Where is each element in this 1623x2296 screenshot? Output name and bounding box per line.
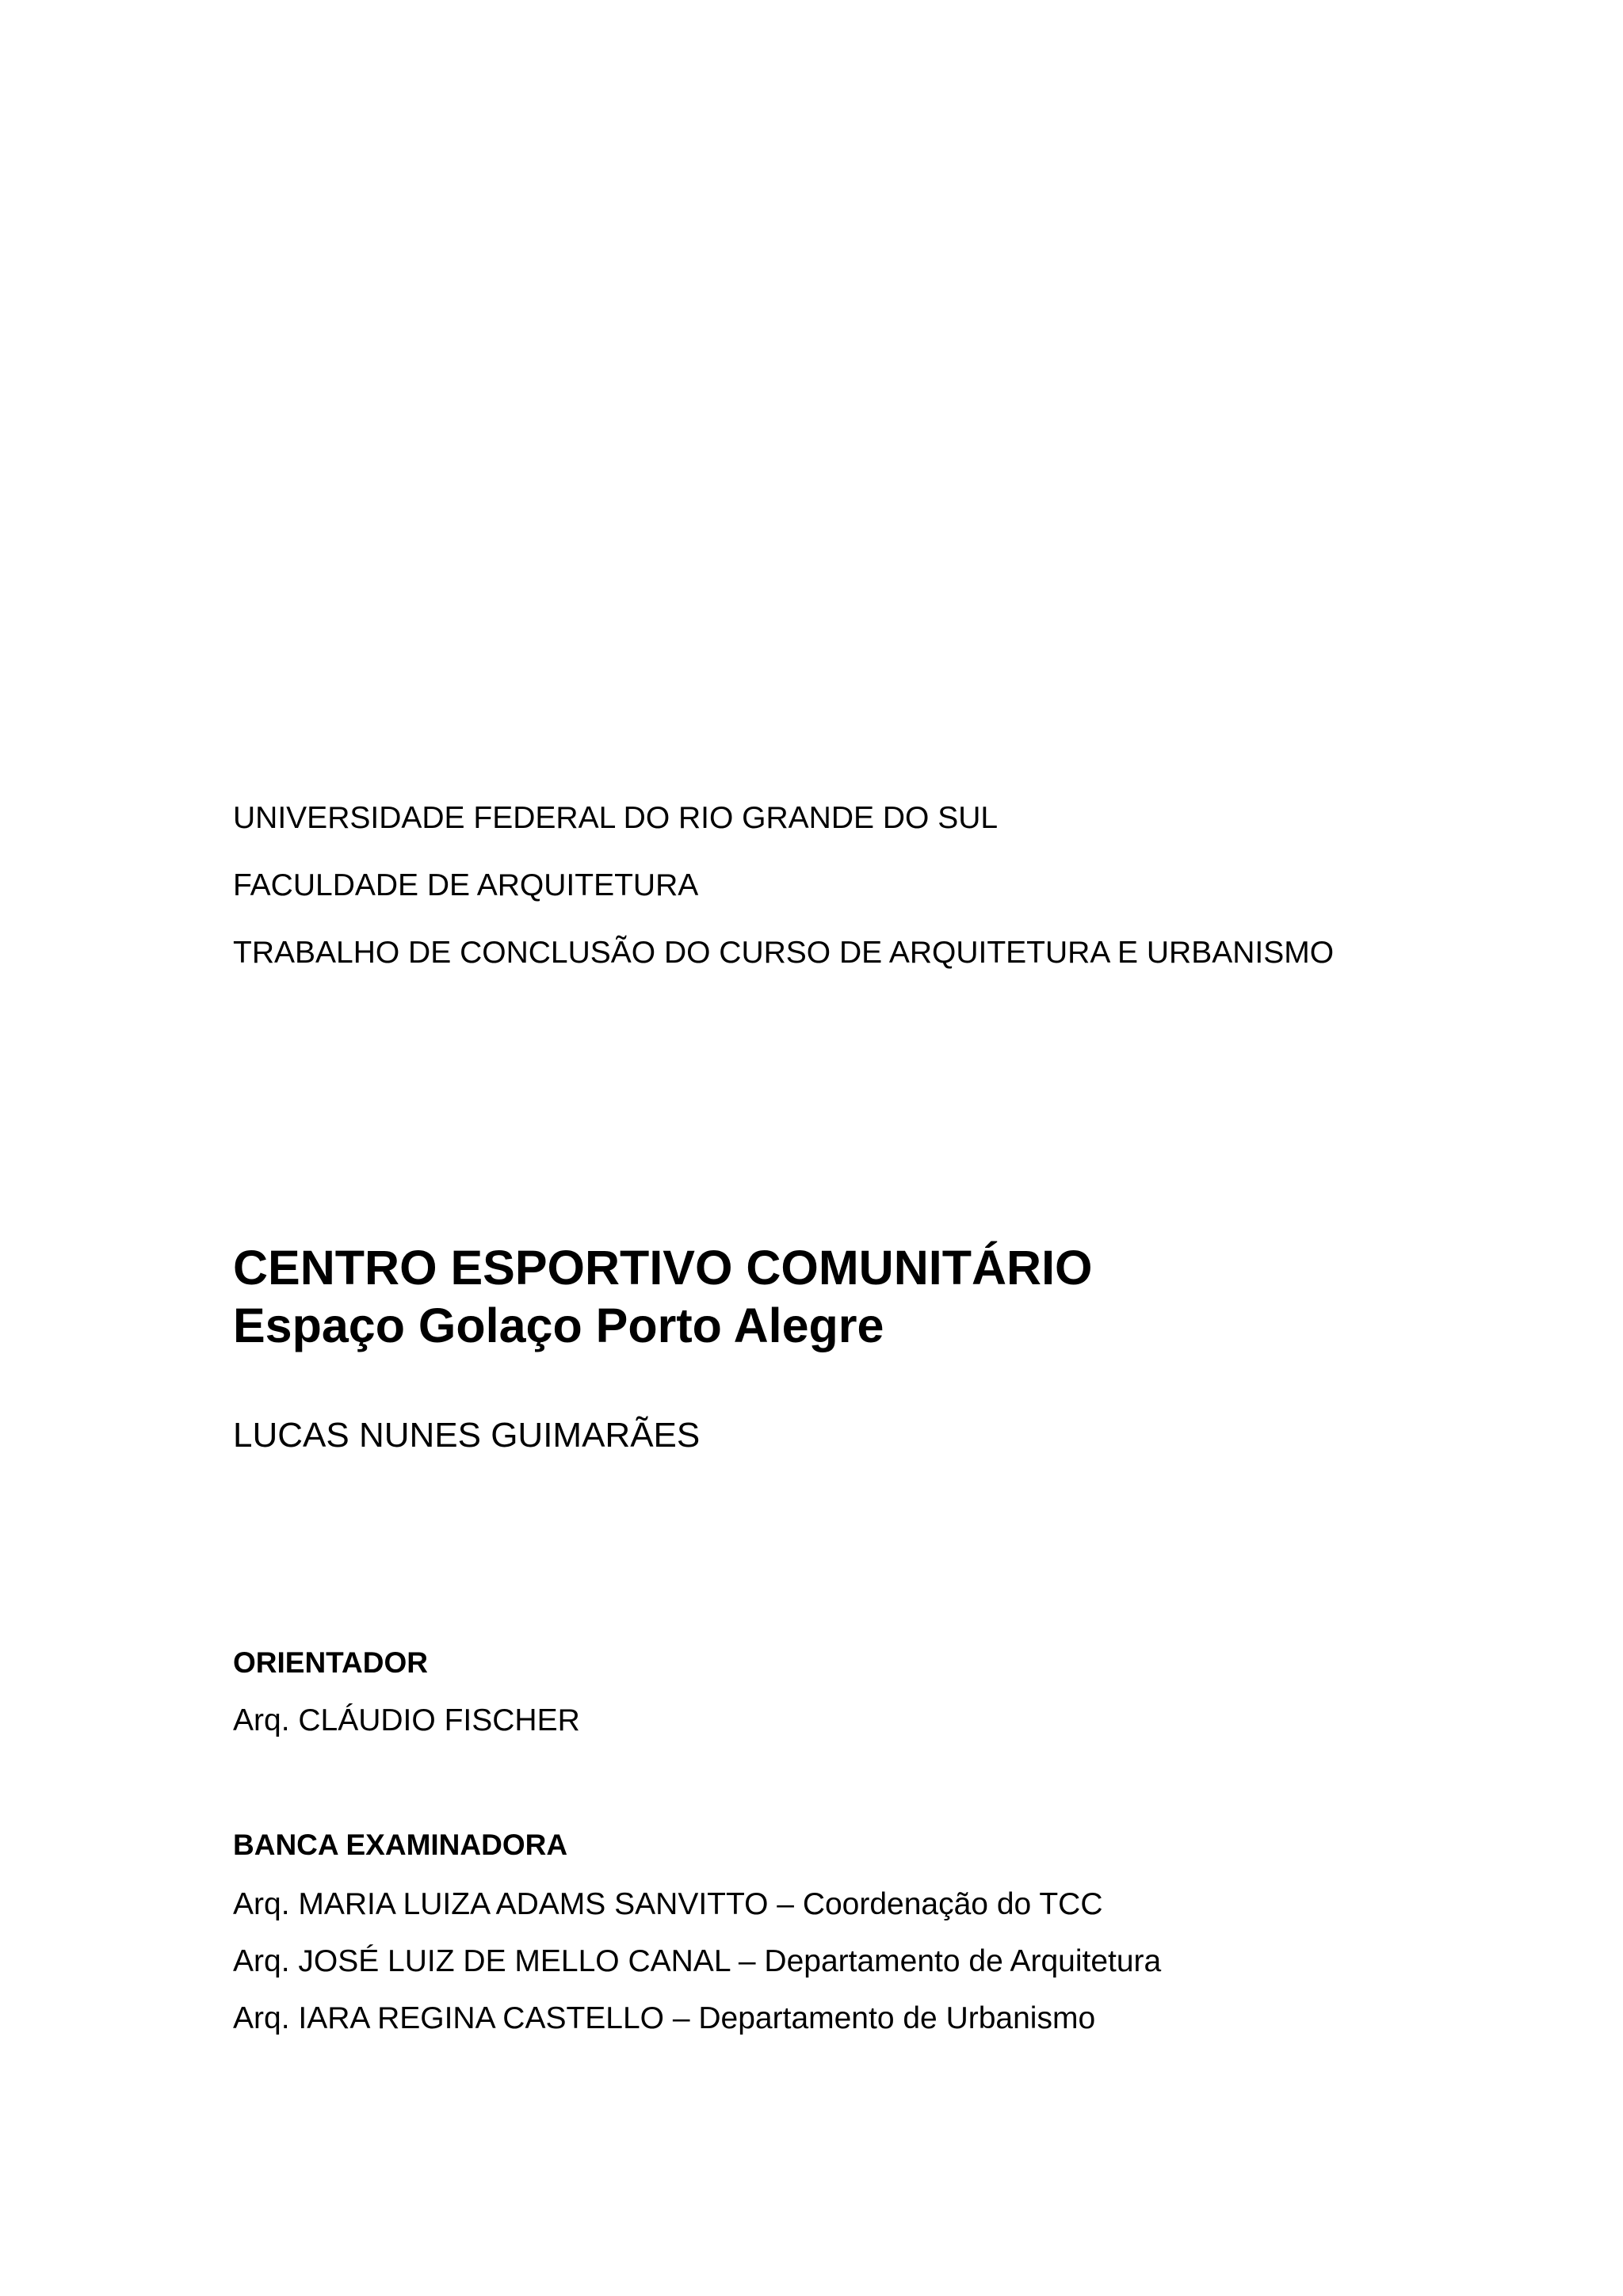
university-name: UNIVERSIDADE FEDERAL DO RIO GRANDE DO SUL bbox=[233, 801, 999, 835]
faculty-name: FACULDADE DE ARQUITETURA bbox=[233, 868, 699, 902]
work-title: CENTRO ESPORTIVO COMUNITÁRIO bbox=[233, 1241, 1093, 1295]
committee-member: Arq. MARIA LUIZA ADAMS SANVITTO – Coordenação do TCC bbox=[233, 1887, 1103, 1921]
course-name: TRABALHO DE CONCLUSÃO DO CURSO DE ARQUITETURA E URBANISMO bbox=[233, 936, 1335, 970]
work-subtitle: Espaço Golaço Porto Alegre bbox=[233, 1299, 884, 1352]
advisor-heading: ORIENTADOR bbox=[233, 1646, 428, 1679]
committee-member: Arq. JOSÉ LUIZ DE MELLO CANAL – Departamento de Arquitetura bbox=[233, 1944, 1162, 1978]
committee-member: Arq. IARA REGINA CASTELLO – Departamento de Urbanismo bbox=[233, 2001, 1096, 2035]
committee-heading: BANCA EXAMINADORA bbox=[233, 1829, 568, 1861]
author-name: LUCAS NUNES GUIMARÃES bbox=[233, 1416, 701, 1455]
advisor-name: Arq. CLÁUDIO FISCHER bbox=[233, 1703, 580, 1737]
